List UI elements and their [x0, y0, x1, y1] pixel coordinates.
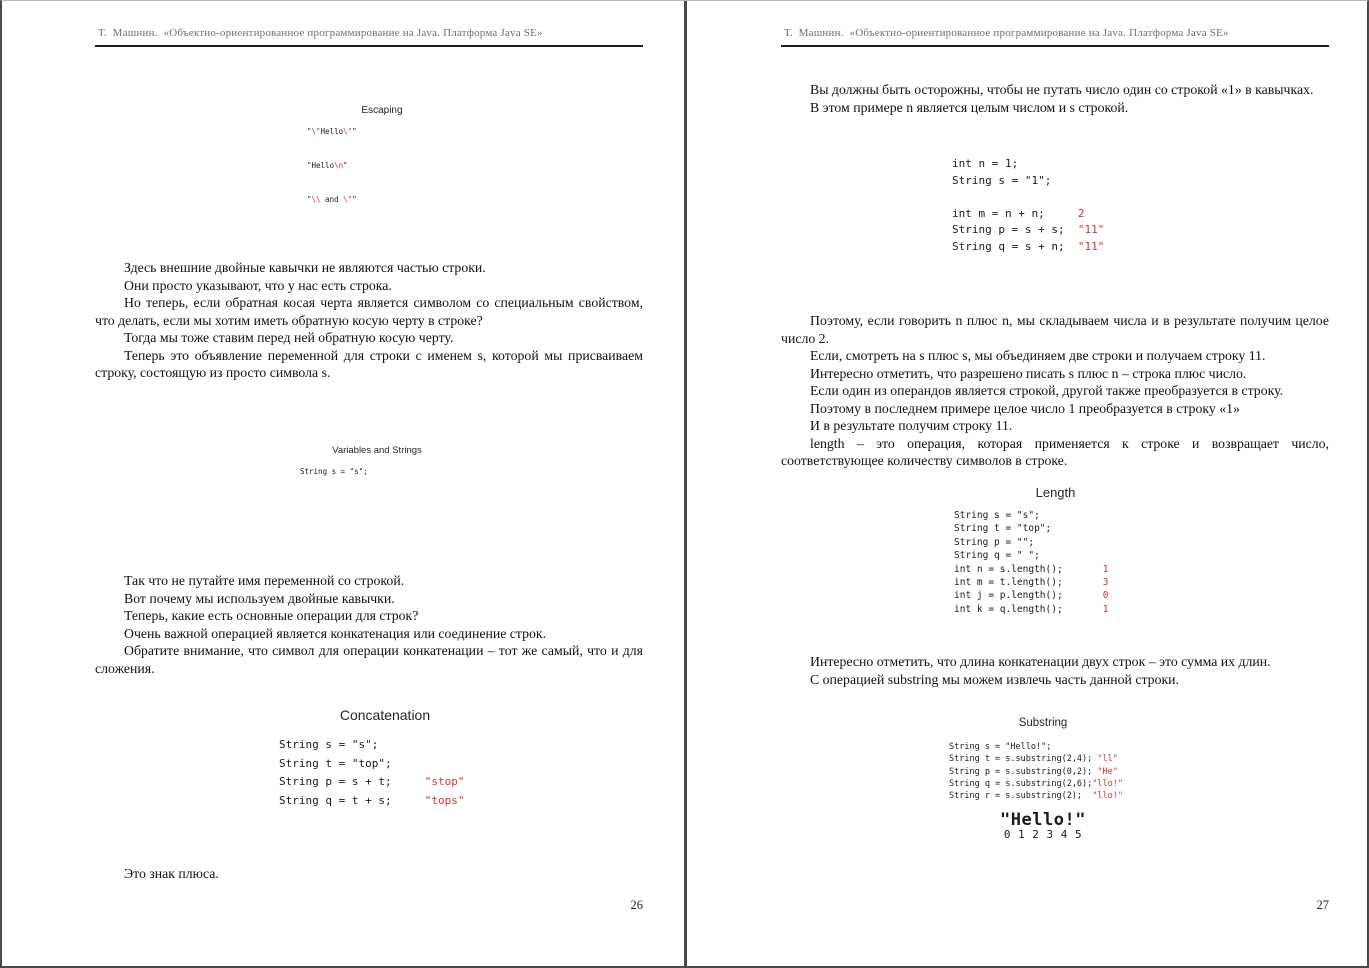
code-result-value: \\ — [311, 195, 321, 204]
paragraph: length – это операция, которая применяется к строке и возвращает число, соответствующее количеству символов в строке. — [781, 435, 1329, 468]
slide-title-substring: Substring — [1018, 717, 1068, 729]
slide-escaping — [297, 105, 467, 229]
code-text: int m = n + n; — [952, 206, 1078, 220]
page-right — [688, 1, 1369, 968]
code-text: "Hello — [307, 161, 335, 170]
hello-string-literal: "Hello!" — [1000, 810, 1086, 830]
slide-title-concatenation: Concatenation — [339, 707, 431, 723]
running-head-title: Т. Машнин. «Объектно-ориентированное программирование на Java. Платформа Java SE» — [98, 27, 543, 39]
code-text: " — [307, 195, 312, 204]
paragraph: Тогда мы тоже ставим перед ней обратную косую черту. — [124, 330, 454, 345]
code-line — [307, 195, 467, 204]
code-text: " — [343, 161, 348, 170]
code-text: int m = t.length(); — [954, 577, 1103, 589]
paragraph: С операцией substring мы можем извлечь часть данной строки. — [810, 671, 1179, 687]
slide-length — [948, 485, 1163, 616]
code-result-value: "11" — [1077, 223, 1105, 236]
code-text: String p = s + s; — [952, 223, 1078, 236]
slide-variables-and-strings — [287, 445, 467, 476]
hello-string-diagram — [933, 811, 1153, 841]
paragraph: И в результате получим строку 11. — [810, 418, 1013, 433]
code-text: int j = p.length(); — [954, 590, 1103, 602]
text-block — [781, 653, 1329, 688]
page-divider — [684, 1, 687, 968]
paragraph: Очень важной операцией является конкатенация или соединение строк. — [124, 625, 547, 641]
code-result-value: \n — [334, 161, 344, 170]
slide-title-variables: Variables and Strings — [332, 445, 422, 456]
code-line — [307, 127, 467, 136]
code-result-value: "He" — [1097, 766, 1118, 777]
code-line — [954, 509, 1163, 522]
slide-title-escaping: Escaping — [361, 105, 403, 116]
code-text: String t = "top"; — [279, 756, 392, 770]
paragraph: Поэтому, если говорить n плюс n, мы складываем числа и в результате получим целое число 2. — [781, 313, 1329, 346]
paragraph: Вот почему мы используем двойные кавычки. — [124, 590, 395, 606]
code-line — [952, 239, 1104, 256]
code-text: String s = "s"; — [300, 467, 368, 476]
code-text: String p = s + t; — [279, 775, 425, 788]
code-result-value: "11" — [1077, 239, 1105, 253]
paragraph: Они просто указывают, что у нас есть строка. — [124, 277, 392, 293]
code-line — [954, 576, 1163, 589]
paragraph: Если один из операндов является строкой, другой также преобразуется в строку. — [810, 383, 1284, 398]
header-rule — [95, 45, 643, 47]
code-result-value: 1 — [1102, 563, 1109, 575]
code-text: String p = ""; — [954, 536, 1035, 548]
text-block — [781, 81, 1329, 116]
paragraph: Интересно отметить, что разрешено писать s плюс n – строка плюс число. — [810, 365, 1247, 381]
paragraph: Если, смотреть на s плюс s, мы объединяем две строки и получаем строку 11. — [810, 348, 1266, 363]
paragraph: Обратите внимание, что символ для операции конкатенации – тот же самый, что и для сложения. — [95, 643, 643, 676]
paragraph: Теперь это объявление переменной для строки с именем s, которой мы присваиваем строку, состоящую из просто символа s. — [95, 347, 643, 380]
page-number-left: 26 — [630, 898, 643, 912]
code-result-value: "stop" — [424, 775, 465, 788]
code-text: String p = s.substring(0,2); — [949, 766, 1098, 777]
code-text: " — [352, 195, 357, 204]
header-rule — [781, 45, 1329, 47]
code-line — [952, 189, 1104, 206]
slide-concatenation — [260, 707, 510, 810]
code-block-escaping — [297, 127, 467, 204]
code-text: " — [307, 127, 312, 136]
code-block-variables — [287, 467, 467, 476]
code-text: String q = t + s; — [279, 793, 425, 807]
paragraph: Теперь, какие есть основные операции для строк? — [124, 608, 419, 623]
paragraph: Интересно отметить, что длина конкатенации двух строк – это сумма их длин. — [810, 654, 1271, 669]
code-line — [279, 773, 510, 792]
code-text: String s = "1"; — [952, 173, 1052, 187]
paragraph: Вы должны быть осторожны, чтобы не путать число один со строкой «1» в кавычках. — [810, 82, 1314, 97]
code-line — [952, 173, 1104, 190]
slide-title-length: Length — [1035, 485, 1076, 500]
code-line — [954, 549, 1163, 562]
code-text: int n = 1; — [952, 157, 1019, 170]
paragraph: Здесь внешние двойные кавычки не являются частью строки. — [124, 260, 486, 275]
code-line — [954, 563, 1163, 576]
code-block-substring — [933, 741, 1153, 802]
code-line — [954, 589, 1163, 602]
page-left — [2, 1, 684, 968]
code-line — [949, 753, 1153, 765]
paragraph: Поэтому в последнем примере целое число 1 преобразуется в строку «1» — [810, 400, 1240, 416]
code-line — [954, 603, 1163, 616]
code-result-value: "tops" — [424, 793, 465, 807]
code-line — [949, 766, 1153, 778]
code-line — [279, 736, 510, 755]
code-line — [954, 536, 1163, 549]
hello-char-indices: 0 1 2 3 4 5 — [1003, 828, 1083, 841]
code-result-value: \" — [343, 195, 353, 204]
code-text: " — [352, 127, 357, 136]
code-line — [949, 778, 1153, 790]
code-line — [279, 755, 510, 774]
code-result-value: \" — [343, 127, 353, 136]
page-number-right: 27 — [1316, 898, 1329, 912]
code-line — [300, 467, 467, 476]
code-line — [952, 206, 1104, 223]
code-text: int n = s.length(); — [954, 563, 1103, 575]
code-block-concatenation — [260, 736, 510, 810]
code-block-int-string — [952, 156, 1104, 255]
code-block-length — [948, 509, 1163, 616]
code-line — [952, 222, 1104, 239]
code-text: String q = s.substring(2,6); — [949, 778, 1093, 789]
code-text: String t = "top"; — [954, 523, 1052, 535]
code-result-value: "ll" — [1097, 754, 1118, 765]
code-text: String s = "Hello!"; — [949, 742, 1052, 752]
code-text: String r = s.substring(2); — [949, 791, 1093, 802]
code-line — [949, 790, 1153, 802]
code-result-value: \" — [311, 127, 321, 136]
paragraph: Но теперь, если обратная косая черта является символом со специальным свойством, что делать, если мы хотим иметь обратную косую черту в строке? — [95, 295, 643, 328]
text-block — [95, 572, 643, 677]
code-text: String q = s + n; — [952, 239, 1078, 253]
code-result-value: "llo!" — [1092, 778, 1124, 789]
paragraph: Это знак плюса. — [124, 866, 219, 881]
code-text: Hello — [320, 127, 344, 136]
code-line — [949, 741, 1153, 753]
running-head-title: Т. Машнин. «Объектно-ориентированное программирование на Java. Платформа Java SE» — [784, 27, 1229, 39]
slide-substring — [933, 717, 1153, 802]
code-result-value: 0 — [1102, 590, 1109, 602]
text-block — [95, 259, 643, 382]
code-result-value: 1 — [1102, 603, 1109, 615]
code-text: String s = "s"; — [279, 738, 379, 751]
code-result-value: "llo!" — [1092, 791, 1124, 802]
code-line — [307, 161, 467, 170]
code-line — [954, 522, 1163, 535]
text-block — [781, 312, 1329, 470]
code-text: String t = s.substring(2,4); — [949, 754, 1098, 765]
code-line — [279, 792, 510, 811]
code-line — [952, 156, 1104, 173]
code-text: String q = " "; — [954, 550, 1040, 562]
code-text: String s = "s"; — [954, 510, 1040, 521]
code-text: int k = q.length(); — [954, 603, 1103, 615]
code-result-value: 2 — [1077, 206, 1085, 220]
paragraph: Так что не путайте имя переменной со строкой. — [124, 573, 405, 588]
text-block — [95, 865, 643, 883]
code-result-value: 3 — [1102, 577, 1109, 589]
code-text: and — [320, 195, 344, 204]
paragraph: В этом примере n является целым числом и s строкой. — [810, 99, 1129, 115]
